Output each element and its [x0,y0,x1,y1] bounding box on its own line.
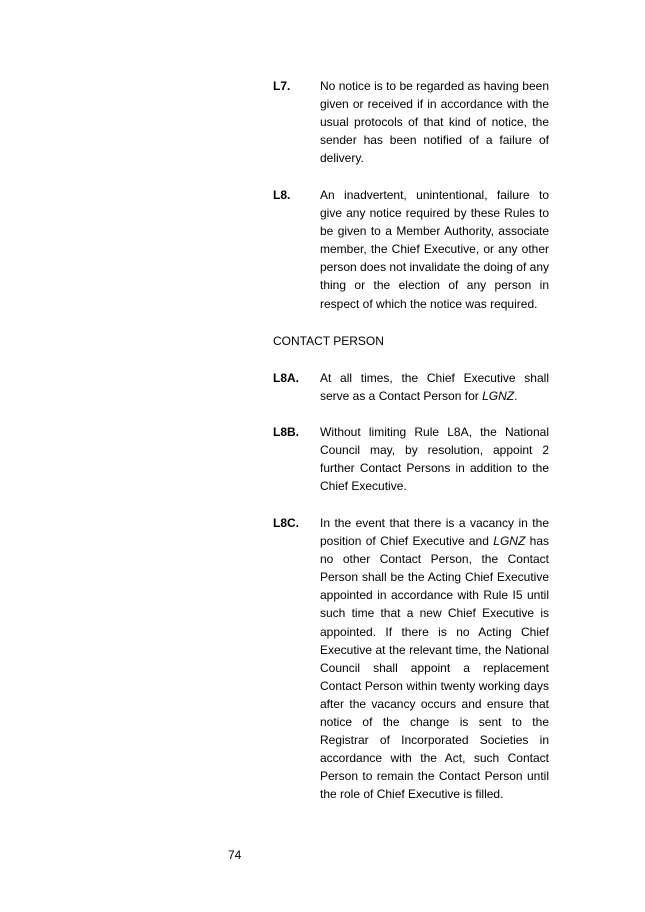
clause-number: L8A. [273,371,300,385]
clause-number: L8B. [273,425,300,439]
clause-number: L8C. [273,516,300,530]
clause-text: In the event that there is a vacancy in the position of Chief Executive and LGNZ has no other Contact Person, the Contact Person shall be the Acting Chief Executive appointed in accordance with Rule I5 until such time that a new Chief Executive is appointed. If there is no Acting Chief Executive at the relevant time, the National Council shall appoint a replacement Contact Person within twenty working days after the vacancy occurs and ensure that notice of the change is sent to the Registrar of Incorporated Societies in accordance with the Act, such Contact Person to remain the Contact Person until the role of Chief Executive is filled. [320,516,549,802]
clause-number: L7. [273,79,291,93]
clause-text: No notice is to be regarded as having been given or received if in accordance with the usual protocols of that kind of notice, the sender has been notified of a failure of delivery. [320,79,549,166]
organisation-name: LGNZ [493,534,526,549]
clause-text: An inadvertent, unintentional, failure to give any notice required by these Rules to be given to a Member Authority, associate member, the Chief Executive, or any other person does not invalidate the doing of any thing or the election of any person in respect of which the notice was required. [320,188,549,311]
clause-l8c [273,514,549,804]
page-number: 74 [228,848,242,862]
clause-text: Without limiting Rule L8A, the National Council may, by resolution, appoint 2 further Contact Persons in addition to the Chief Executive. [320,425,549,494]
clause-l8b [273,423,549,495]
clause-number: L8. [273,188,291,202]
organisation-name: LGNZ [482,389,515,404]
clause-l8 [273,186,549,313]
clause-l8a [273,369,549,405]
section-heading: CONTACT PERSON [273,334,384,348]
clause-text: At all times, the Chief Executive shall serve as a Contact Person for LGNZ. [320,371,549,404]
clause-l7 [273,77,549,167]
